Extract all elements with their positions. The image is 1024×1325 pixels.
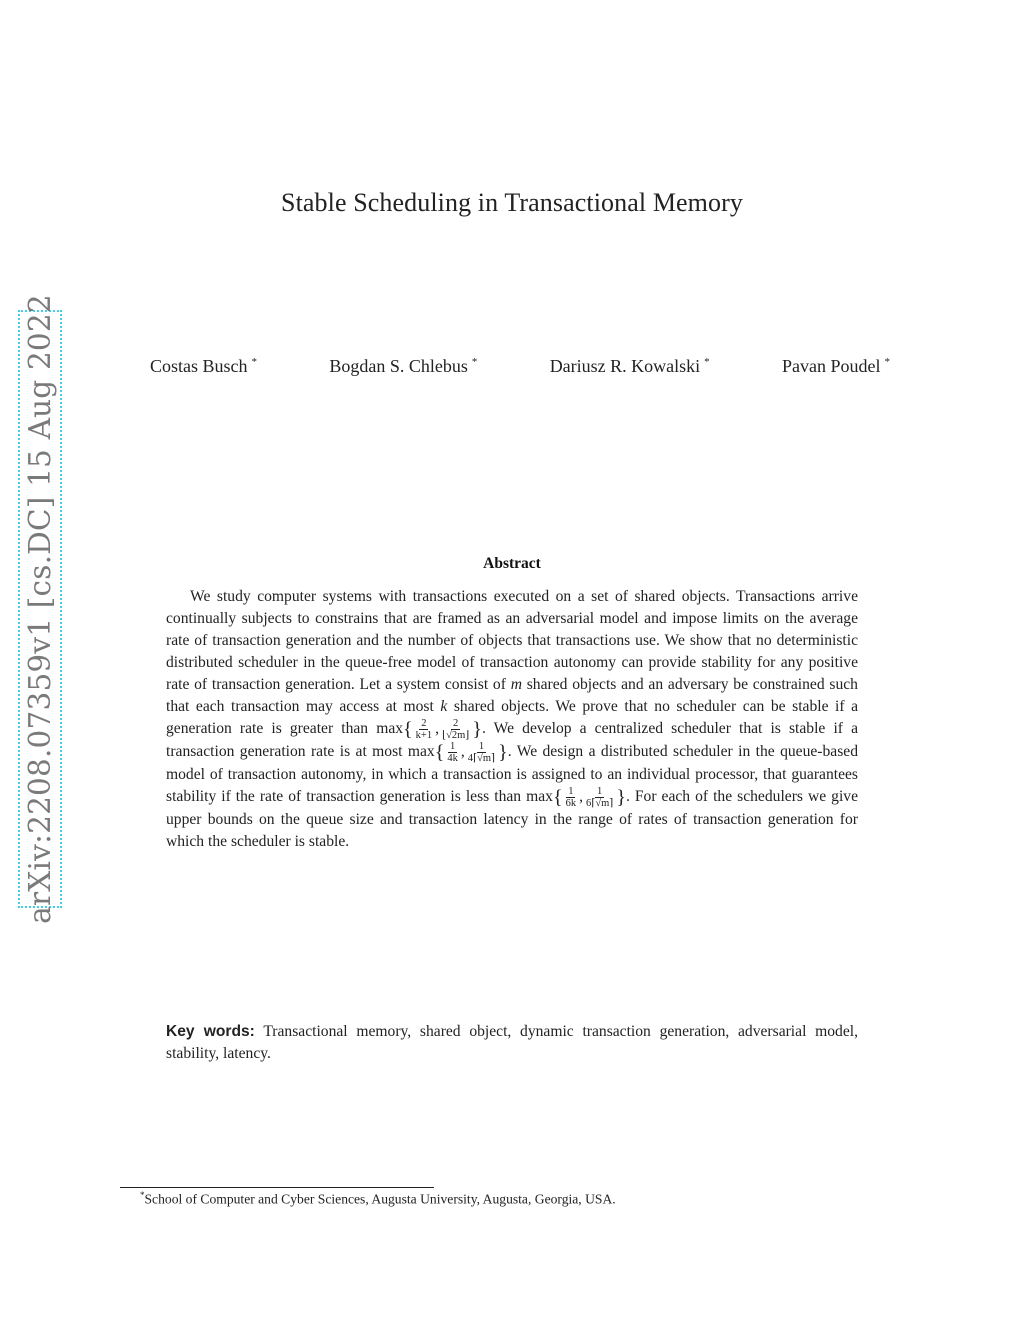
author-list xyxy=(150,356,890,377)
keywords-text: Transactional memory, shared object, dynamic transaction generation, adversarial model, stability, latency. xyxy=(166,1023,858,1062)
fraction: $\frac{1}{4⌈√m⌉}$ xyxy=(467,741,496,764)
fraction: $\frac{1}{6k}$ xyxy=(565,786,577,809)
arxiv-identifier: arXiv:2208.07359v1 [cs.DC] 15 Aug 2022 xyxy=(23,294,57,924)
footnote-rule xyxy=(120,1187,434,1188)
footnote: *School of Computer and Cyber Sciences, Augusta University, Augusta, Georgia, USA. xyxy=(140,1190,616,1207)
fraction: $\frac{1}{6⌈√m⌉}$ xyxy=(585,786,614,809)
paper-title: Stable Scheduling in Transactional Memory xyxy=(281,188,743,217)
author: Bogdan S. Chlebus * xyxy=(329,356,478,376)
arxiv-stamp xyxy=(18,294,62,924)
keywords-label: Key words: xyxy=(166,1023,255,1040)
fraction: $\frac{2}{k+1}$ xyxy=(415,718,433,741)
author: Costas Busch * xyxy=(150,356,258,376)
abstract-heading: Abstract xyxy=(483,555,541,572)
author: Dariusz R. Kowalski * xyxy=(549,356,710,376)
abstract-body: We study computer systems with transactions executed on a set of shared objects. Transactions arrive continually subjects to constrains that are framed as an adversarial model and impose limits on the average rate of transaction generation and the number of objects that transactions use. We show that no deterministic distributed scheduler in the queue-free model of transaction autonomy can provide stability for any positive rate of transaction generation. Let a system consist of m shared objects and an adversary be constrained such that each transaction may access at most k shared objects. We prove that no scheduler can be stable if a generation rate is greater than max{ $\frac{2}{k+1}$ , $\frac{2}{⌊√2m⌋}$ }. We develop a centralized scheduler that is stable if a transaction generation rate is at most max{ $\frac{1}{4k}$ , $\frac{1}{4⌈√m⌉}$ }. We design a distributed scheduler in the queue-based model of transaction autonomy, in which a transaction is assigned to an individual processor, that guarantees stability if the rate of transaction generation is less than max{ $\frac{1}{6k}$ , $\frac{1}{6⌈√m⌉}$ }. For each of the schedulers we give upper bounds on the queue size and transaction latency in the range of rates of transaction generation for which the scheduler is stable. xyxy=(166,588,859,850)
keywords xyxy=(166,1021,858,1065)
author: Pavan Poudel * xyxy=(782,356,890,376)
fraction: $\frac{2}{⌊√2m⌋}$ xyxy=(441,718,470,741)
fraction: $\frac{1}{4k}$ xyxy=(447,741,458,764)
